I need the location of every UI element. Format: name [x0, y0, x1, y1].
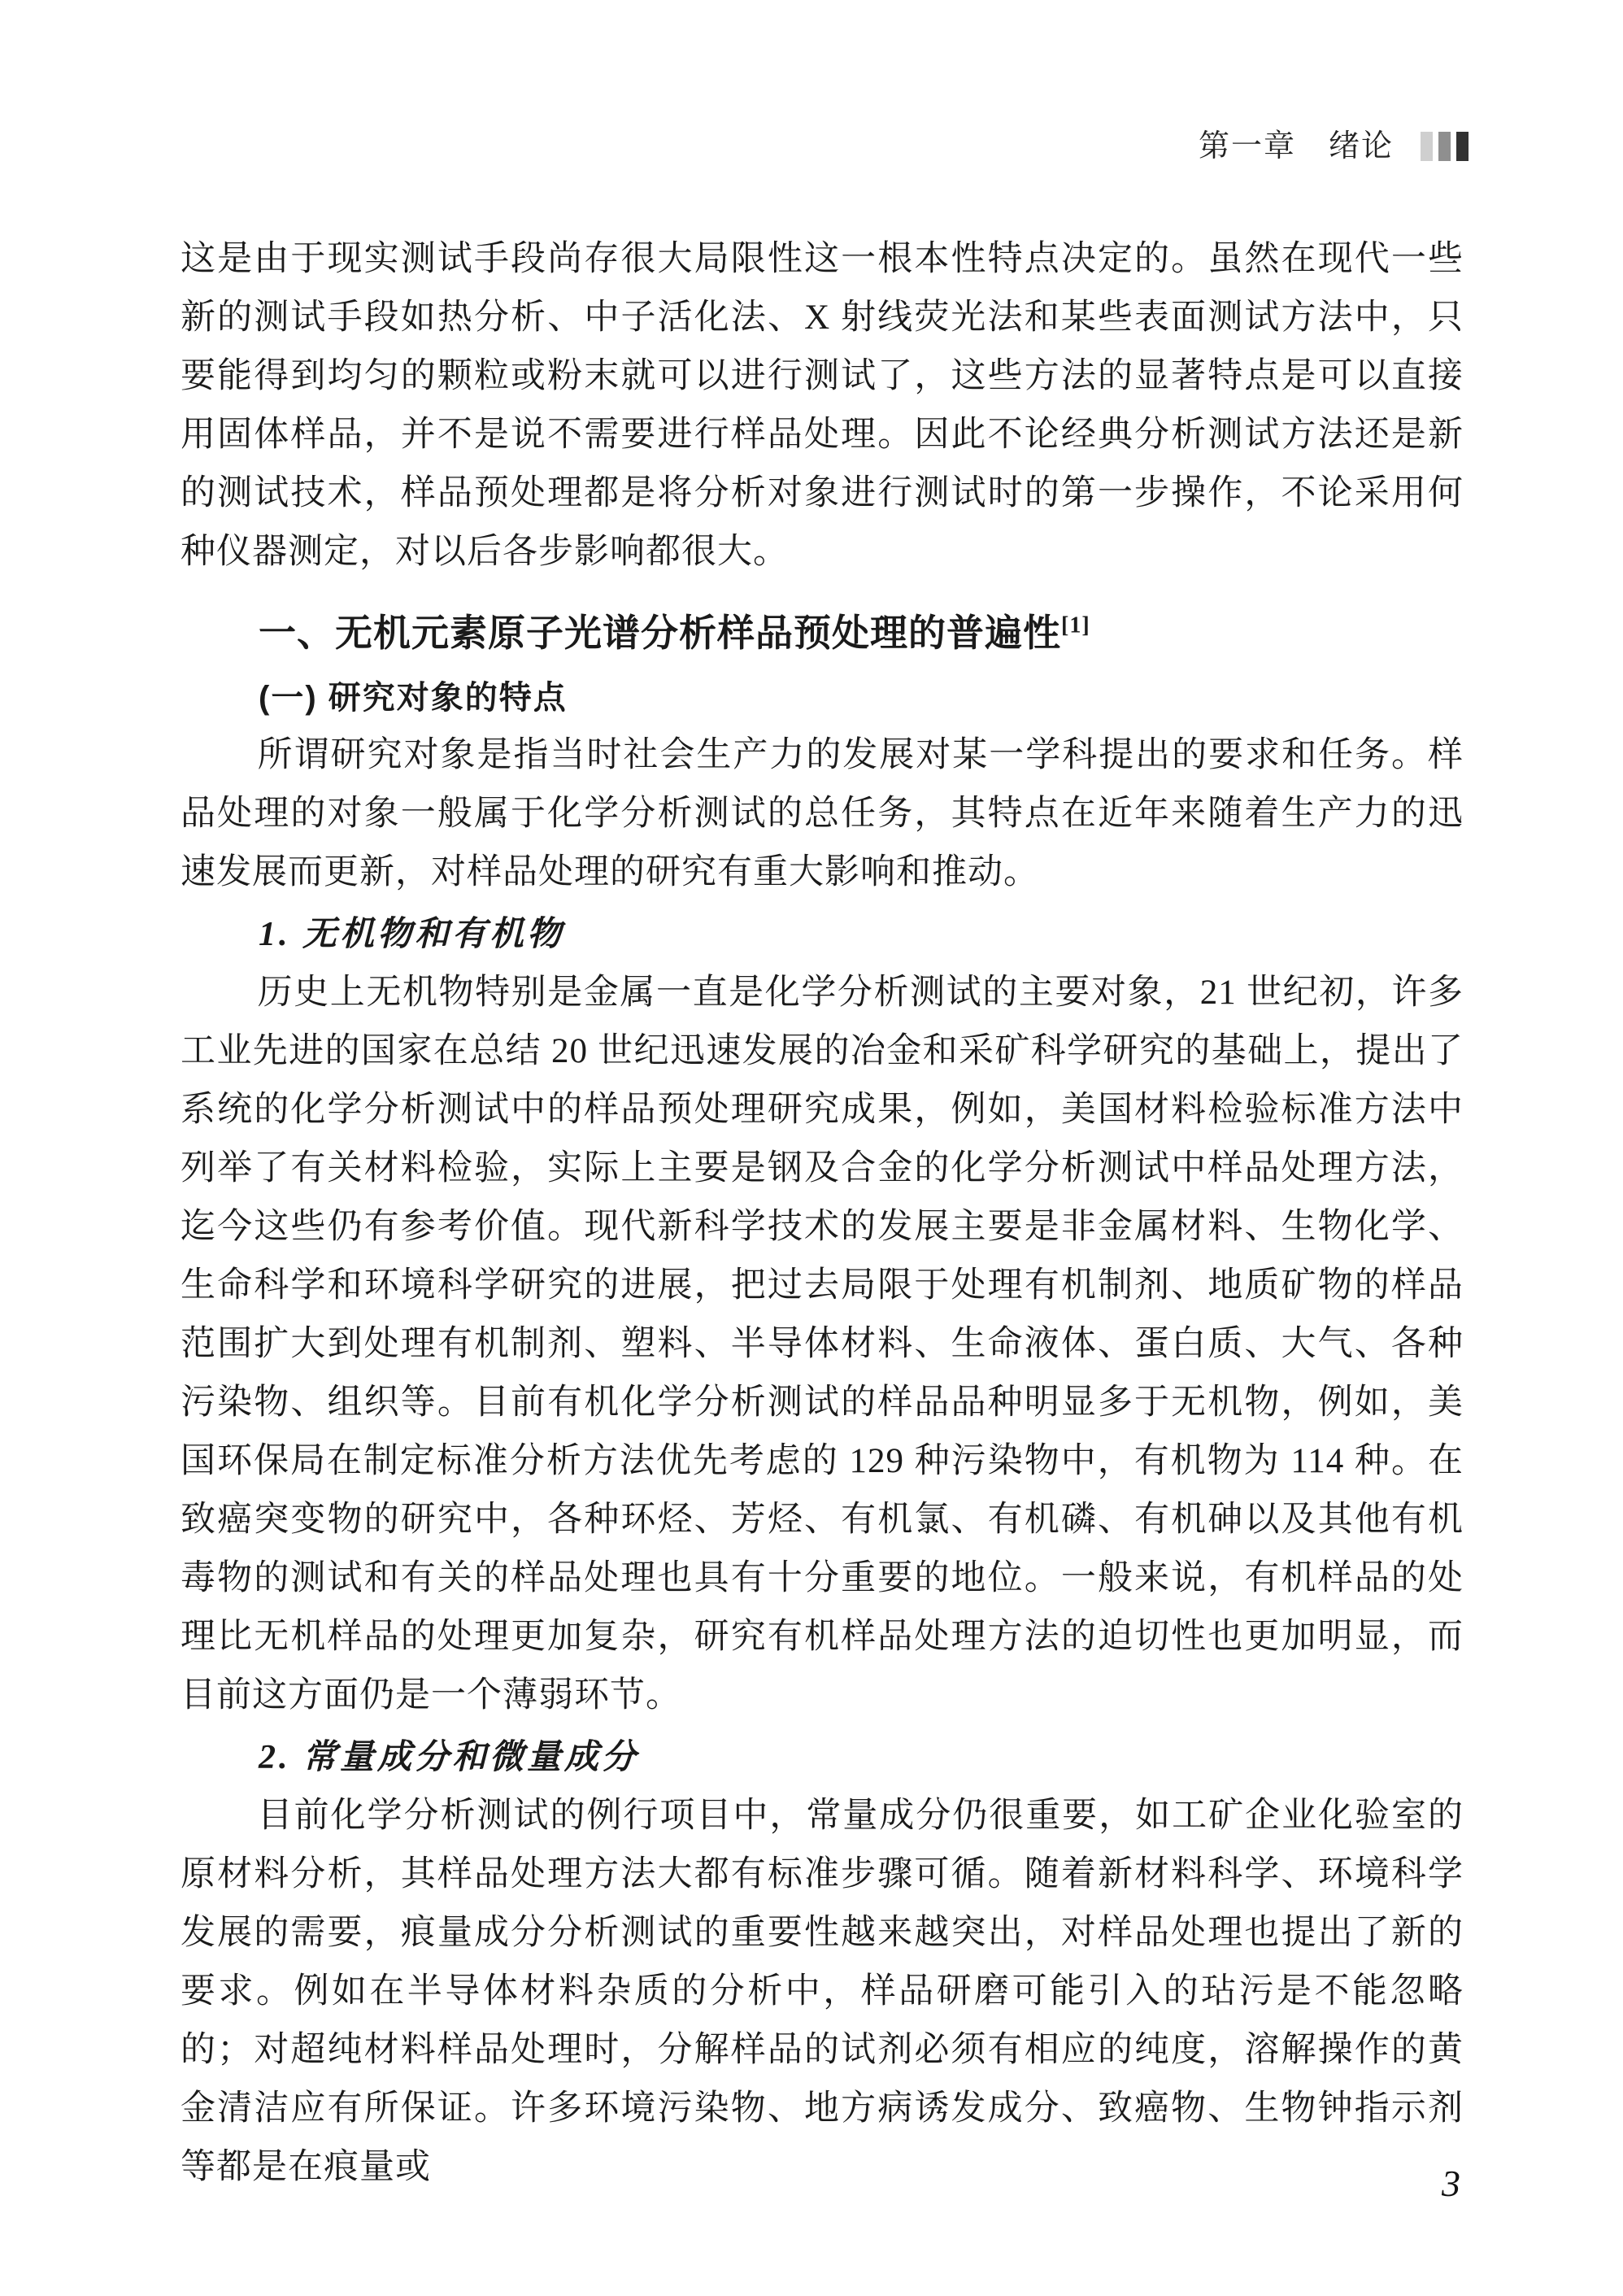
section-heading — [181, 609, 1464, 658]
item2-heading: 2. 常量成分和微量成分 — [259, 1739, 640, 1776]
footnote-reference: [1] — [1061, 612, 1090, 638]
section-heading-text: 一、无机元素原子光谱分析样品预处理的普遍性 — [259, 612, 1061, 654]
chapter-title: 第一章 绪论 — [1198, 129, 1394, 163]
page-number: 3 — [1442, 2163, 1460, 2204]
paragraph-major-trace-components: 目前化学分析测试的例行项目中，常量成分仍很重要，如工矿企业化验室的原材料分析，其样品处理方法大都有标准步骤可循。随着新材料科学、环境科学发展的需要，痕量成分分析测试的重要性越来越突出，对样品处理也提出了新的要求。例如在半导体材料杂质的分析中，样品研磨可能引入的玷污是不能忽略的；对超纯材料样品处理时，分解样品的试剂必须有相应的纯度，溶解操作的黄金清洁应有所保证。许多环境污染物、地方病诱发成分、致癌物、生物钟指示剂等都是在痕量或 — [181, 1797, 1464, 2186]
bar-dark-icon — [1456, 132, 1469, 161]
paragraph-inorganic-organic: 历史上无机物特别是金属一直是化学分析测试的主要对象，21 世纪初，许多工业先进的国家在总结 20 世纪迅速发展的冶金和采矿科学研究的基础上，提出了系统的化学分析测试中的样品预处理研究成果，例如，美国材料检验标准方法中列举了有关材料检验，实际上主要是钢及合金的化学分析测试中样品处理方法，迄今这些仍有参考价值。现代新科学技术的发展主要是非金属材料、生物化学、生命科学和环境科学研究的进展，把过去局限于处理有机制剂、地质矿物的样品范围扩大到处理有机制剂、塑料、半导体材料、生命液体、蛋白质、大气、各种污染物、组织等。目前有机化学分析测试的样品品种明显多于无机物，例如，美国环保局在制定标准分析方法优先考虑的 129 种污染物中，有机物为 114 种。在致癌突变物的研究中，各种环烃、芳烃、有机氯、有机磷、有机砷以及其他有机毒物的测试和有关的样品处理也具有十分重要的地位。一般来说，有机样品的处理比无机样品的处理更加复杂，研究有机样品处理方法的迫切性也更加明显，而目前这方面仍是一个薄弱环节。 — [181, 974, 1464, 1714]
running-head — [1199, 129, 1469, 164]
bar-medium-icon — [1438, 132, 1451, 161]
paragraph-intro-continuation: 这是由于现实测试手段尚存很大局限性这一根本性特点决定的。虽然在现代一些新的测试手段如热分析、中子活化法、X 射线荧光法和某些表面测试方法中，只要能得到均匀的颗粒或粉末就可以进行测试了，这些方法的显著特点是可以直接用固体样品，并不是说不需要进行样品处理。因此不论经典分析测试方法还是新的测试技术，样品预处理都是将分析对象进行测试时的第一步操作，不论采用何种仪器测定，对以后各步影响都很大。 — [181, 240, 1464, 571]
page-body — [181, 230, 1464, 2197]
paragraph-research-object: 所谓研究对象是指当时社会生产力的发展对某一学科提出的要求和任务。样品处理的对象一般属于化学分析测试的总任务，其特点在近年来随着生产力的迅速发展而更新，对样品处理的研究有重大影响和推动。 — [181, 736, 1464, 891]
chapter-marker-bars-icon — [1415, 132, 1469, 161]
item1-heading: 1. 无机物和有机物 — [259, 916, 565, 953]
bar-light-icon — [1421, 132, 1433, 161]
subsection-heading: (一) 研究对象的特点 — [259, 680, 568, 716]
